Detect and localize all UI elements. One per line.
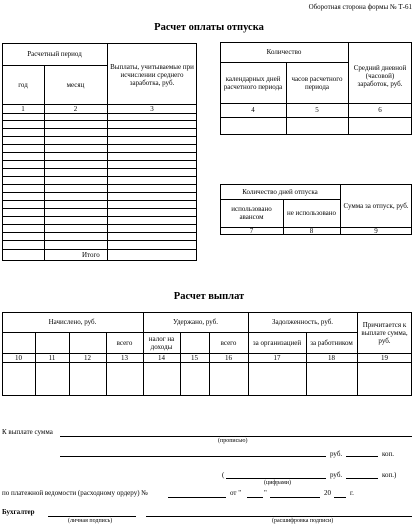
quote-close: " bbox=[264, 489, 267, 497]
col-num-3: 3 bbox=[150, 104, 154, 113]
payments-header: Выплаты, учитываемые при исчислении среднего заработка, руб. bbox=[110, 62, 194, 87]
col-num-7: 7 bbox=[249, 227, 254, 235]
month-line[interactable] bbox=[270, 497, 320, 498]
period-header: Расчетный период bbox=[27, 50, 82, 58]
decoding-line[interactable] bbox=[146, 516, 412, 517]
col-num-2: 2 bbox=[73, 104, 78, 113]
amount-digits-line[interactable] bbox=[226, 478, 326, 479]
kop-field-line[interactable] bbox=[346, 456, 378, 457]
col-num-11: 11 bbox=[48, 353, 56, 362]
col-num-5: 5 bbox=[315, 106, 319, 114]
vacation-sum-header: Сумма за отпуск, руб. bbox=[343, 202, 409, 210]
rub-label-2: руб. bbox=[330, 471, 343, 479]
form-reverse-label: Оборотная сторона формы № Т-61 bbox=[308, 3, 412, 11]
signature-caption: (личная подпись) bbox=[68, 518, 113, 524]
income-tax-header: налог на доходы bbox=[148, 334, 175, 351]
for-emp-header: за работником bbox=[310, 338, 353, 347]
year-prefix: 20 bbox=[324, 489, 331, 497]
col-num-14: 14 bbox=[158, 353, 165, 362]
withheld-total-header: всего bbox=[220, 338, 237, 347]
year-header: год bbox=[18, 80, 28, 89]
day-line[interactable] bbox=[247, 497, 263, 498]
decoding-caption: (расшифровка подписи) bbox=[272, 518, 334, 524]
for-org-header: за организацией bbox=[252, 338, 302, 347]
rub-label: руб. bbox=[330, 450, 343, 458]
col-num-16: 16 bbox=[225, 353, 232, 362]
amount-words-line[interactable] bbox=[60, 436, 412, 437]
vacation-days-header: Количество дней отпуска bbox=[242, 187, 318, 196]
year-suffix: г. bbox=[350, 489, 354, 497]
calc-title: Расчет оплаты отпуска bbox=[154, 22, 264, 33]
col-num-18: 18 bbox=[328, 353, 335, 362]
col-num-10: 10 bbox=[15, 353, 22, 362]
statement-number-line[interactable] bbox=[168, 497, 226, 498]
col-num-12: 12 bbox=[84, 353, 91, 362]
col-num-6: 6 bbox=[378, 106, 382, 114]
from-label: от " bbox=[230, 489, 242, 497]
total-label: Итого bbox=[82, 251, 100, 259]
col-num-4: 4 bbox=[251, 106, 255, 114]
col-num-17: 17 bbox=[273, 353, 281, 362]
accrued-header: Начислено, руб. bbox=[48, 318, 97, 326]
accountant-label: Бухгалтер bbox=[2, 508, 35, 516]
calendar-days-header: календарных дней расчетного периода bbox=[223, 74, 283, 91]
col-num-19: 19 bbox=[381, 353, 388, 362]
in-words-caption: (прописью) bbox=[218, 438, 248, 444]
avg-earnings-header: Средний дневной (часовой) заработок, руб. bbox=[353, 64, 407, 88]
year-line[interactable] bbox=[334, 497, 346, 498]
kop-label: коп. bbox=[382, 450, 395, 458]
not-used-header: не использовано bbox=[286, 209, 337, 217]
withheld-header: Удержано, руб. bbox=[173, 318, 218, 326]
quantity-header: Количество bbox=[266, 48, 302, 56]
col-num-15: 15 bbox=[191, 353, 198, 362]
pay-amount-label: К выплате сумма bbox=[2, 428, 53, 436]
amount-words-line-2[interactable] bbox=[60, 456, 326, 457]
signature-line[interactable] bbox=[48, 516, 136, 517]
col-num-13: 13 bbox=[121, 353, 128, 362]
accrued-total-header: всего bbox=[116, 338, 133, 347]
kop-digits-line[interactable] bbox=[346, 478, 378, 479]
payments-title: Расчет выплат bbox=[173, 291, 245, 302]
due-header: Причитается к выплате сумма, руб. bbox=[361, 321, 408, 345]
kop-label-2: коп.) bbox=[382, 471, 397, 479]
in-digits-caption: (цифрами) bbox=[264, 480, 291, 486]
month-header: месяц bbox=[66, 80, 85, 89]
period-hours-header: часов расчетного периода bbox=[291, 74, 343, 91]
col-num-9: 9 bbox=[374, 227, 378, 235]
by-statement-label: по платежной ведомости (расходному ордеру) № bbox=[2, 489, 148, 497]
open-paren: ( bbox=[222, 471, 225, 479]
debt-header: Задолженность, руб. bbox=[271, 318, 334, 326]
col-num-1: 1 bbox=[21, 104, 25, 113]
col-num-8: 8 bbox=[309, 227, 314, 235]
used-advance-header: использовано авансом bbox=[231, 205, 272, 221]
